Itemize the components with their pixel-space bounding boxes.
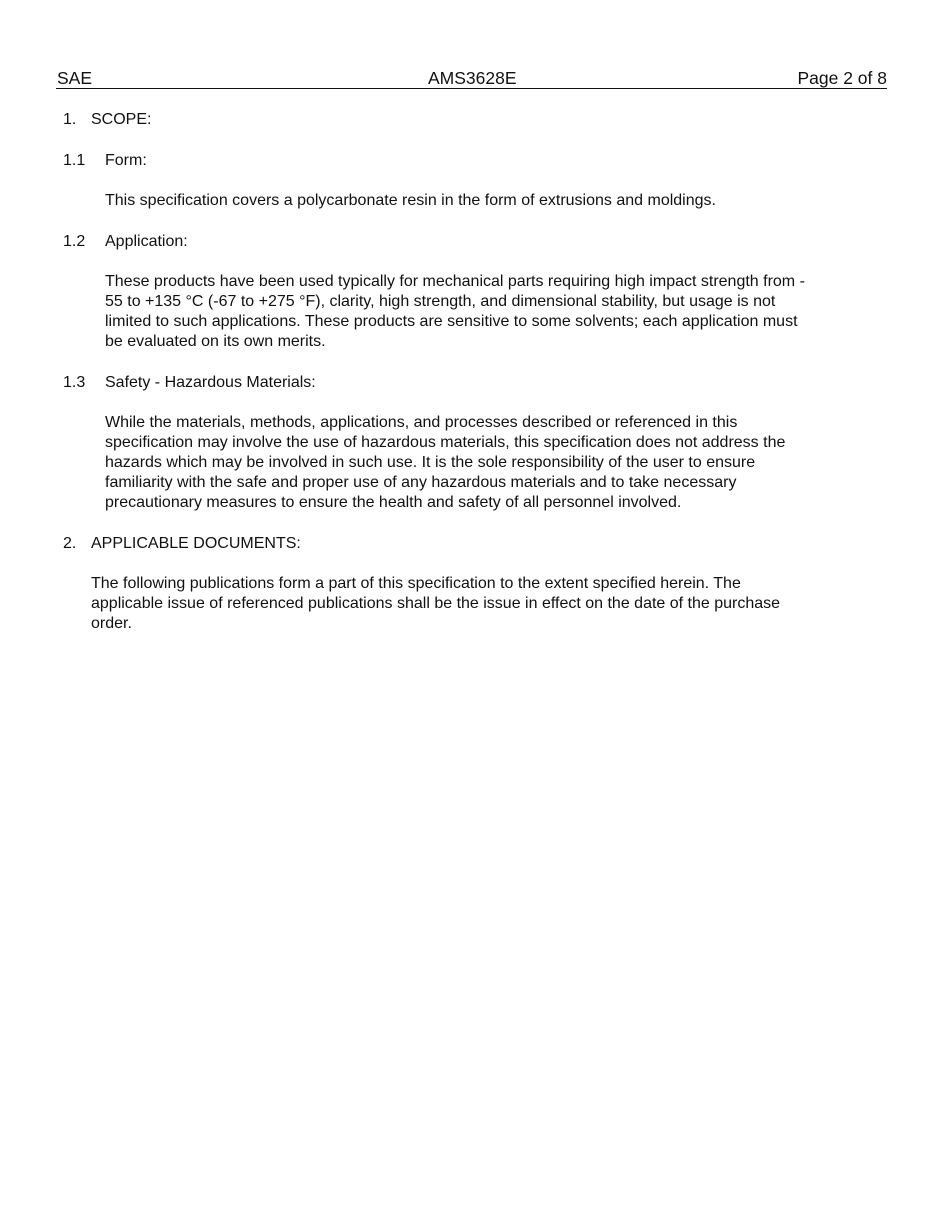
page-header <box>56 68 887 89</box>
section-1-2-paragraph <box>105 272 865 352</box>
paragraph-line: precautionary measures to ensure the health and safety of all personnel involved. <box>105 494 682 511</box>
paragraph-line: hazards which may be involved in such use. It is the sole responsibility of the user to ensure <box>105 454 756 471</box>
paragraph-line: limited to such applications. These products are sensitive to some solvents; each application must <box>105 313 798 330</box>
section-1-number: 1. <box>63 111 77 128</box>
paragraph-line: familiarity with the safe and proper use of any hazardous materials and to take necessary <box>105 474 737 491</box>
header-page-number: Page 2 of 8 <box>797 68 887 88</box>
section-1-title: SCOPE: <box>91 111 152 128</box>
section-1-3-number: 1.3 <box>63 374 86 391</box>
paragraph-line: 55 to +135 °C (-67 to +275 °F), clarity, high strength, and dimensional stability, but usage is not <box>105 293 776 310</box>
section-1-2-number: 1.2 <box>63 233 86 250</box>
paragraph-line: These products have been used typically for mechanical parts requiring high impact strength from - <box>105 273 805 290</box>
header-organization: SAE <box>57 68 93 88</box>
header-document-id: AMS3628E <box>428 68 517 88</box>
paragraph-line: applicable issue of referenced publications shall be the issue in effect on the date of the purchase <box>91 595 781 612</box>
section-2-number: 2. <box>63 535 77 552</box>
paragraph-line: specification may involve the use of hazardous materials, this specification does not address the <box>105 434 786 451</box>
paragraph-line: order. <box>91 615 132 632</box>
paragraph-line: This specification covers a polycarbonate resin in the form of extrusions and moldings. <box>105 192 716 209</box>
paragraph-line: While the materials, methods, applications, and processes described or referenced in this <box>105 414 738 431</box>
section-1-3-paragraph <box>105 413 865 513</box>
section-1-2-title: Application: <box>105 233 188 250</box>
section-1-1-title: Form: <box>105 152 147 169</box>
section-2-paragraph <box>91 574 851 634</box>
section-1-1-paragraph <box>105 191 865 211</box>
section-1-3-title: Safety - Hazardous Materials: <box>105 374 316 391</box>
paragraph-line: The following publications form a part of this specification to the extent specified herein. The <box>91 575 741 592</box>
paragraph-line: be evaluated on its own merits. <box>105 333 326 350</box>
section-1-1-number: 1.1 <box>63 152 86 169</box>
section-2-title: APPLICABLE DOCUMENTS: <box>91 535 301 552</box>
